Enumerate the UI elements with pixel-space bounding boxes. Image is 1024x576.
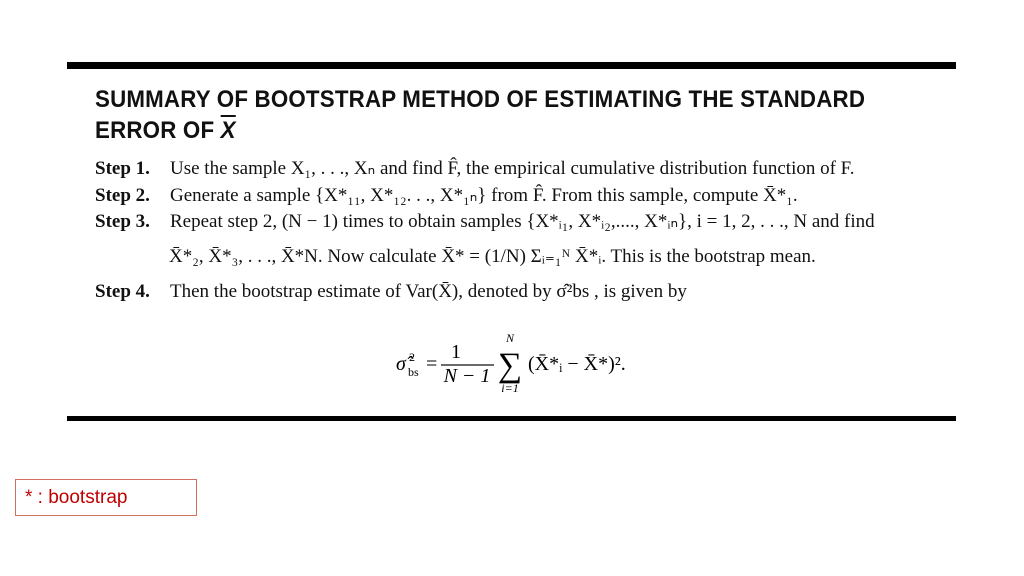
formula-equals: = <box>426 353 438 375</box>
formula-sum-upper: N <box>505 334 515 345</box>
step-3-text: Repeat step 2, (N − 1) times to obtain samples {X*ᵢ₁, X*ᵢ₂,...., X*ᵢₙ}, i = 1, 2, . . ., N and find <box>170 211 875 232</box>
step-3 <box>95 210 875 234</box>
title-line-1: SUMMARY OF BOOTSTRAP METHOD OF ESTIMATING THE STANDARD <box>95 86 866 113</box>
step-2 <box>95 184 798 208</box>
formula-sigma: ∑ <box>497 347 523 384</box>
bootstrap-variance-formula <box>396 334 656 396</box>
top-rule <box>67 62 956 69</box>
box-title <box>95 84 895 146</box>
formula-body: (X̄*ᵢ − X̄*)². <box>528 353 626 375</box>
formula-lhs-sub: bs <box>408 365 419 379</box>
title-line-2-prefix: ERROR OF <box>95 117 221 144</box>
bootstrap-legend: * : bootstrap <box>15 479 197 516</box>
formula-sum-lower: i=1 <box>501 381 519 395</box>
title-xbar-symbol: $\overline{X}$ <box>220 117 236 144</box>
step-4-text: Then the bootstrap estimate of Var(X̄), denoted by σ̂²bs , is given by <box>170 281 687 302</box>
step-3-continuation: X̄*₂, X̄*₃, . . ., X̄*N. Now calculate X̄* = (1/N) Σᵢ₌₁ᴺ X̄*ᵢ. This is the bootstrap mean. <box>169 246 816 267</box>
title-line-2 <box>95 115 895 146</box>
step-4-label: Step 4. <box>95 281 150 302</box>
step-1-text: Use the sample X₁, . . ., Xₙ and find F̂, the empirical cumulative distribution function of F. <box>170 158 855 179</box>
step-2-label: Step 2. <box>95 185 150 206</box>
formula-denominator: N − 1 <box>443 365 491 387</box>
step-4 <box>95 280 687 304</box>
formula-lhs-sup: 2 <box>409 350 415 364</box>
formula-lhs: σ̂ <box>396 353 406 375</box>
formula-numerator: 1 <box>451 341 461 363</box>
step-1 <box>95 157 854 181</box>
step-2-text: Generate a sample {X*₁₁, X*₁₂. . ., X*₁ₙ} from F̂. From this sample, compute X̄*₁. <box>170 185 798 206</box>
step-1-label: Step 1. <box>95 158 150 179</box>
bottom-rule <box>67 416 956 421</box>
step-3-label: Step 3. <box>95 211 150 232</box>
